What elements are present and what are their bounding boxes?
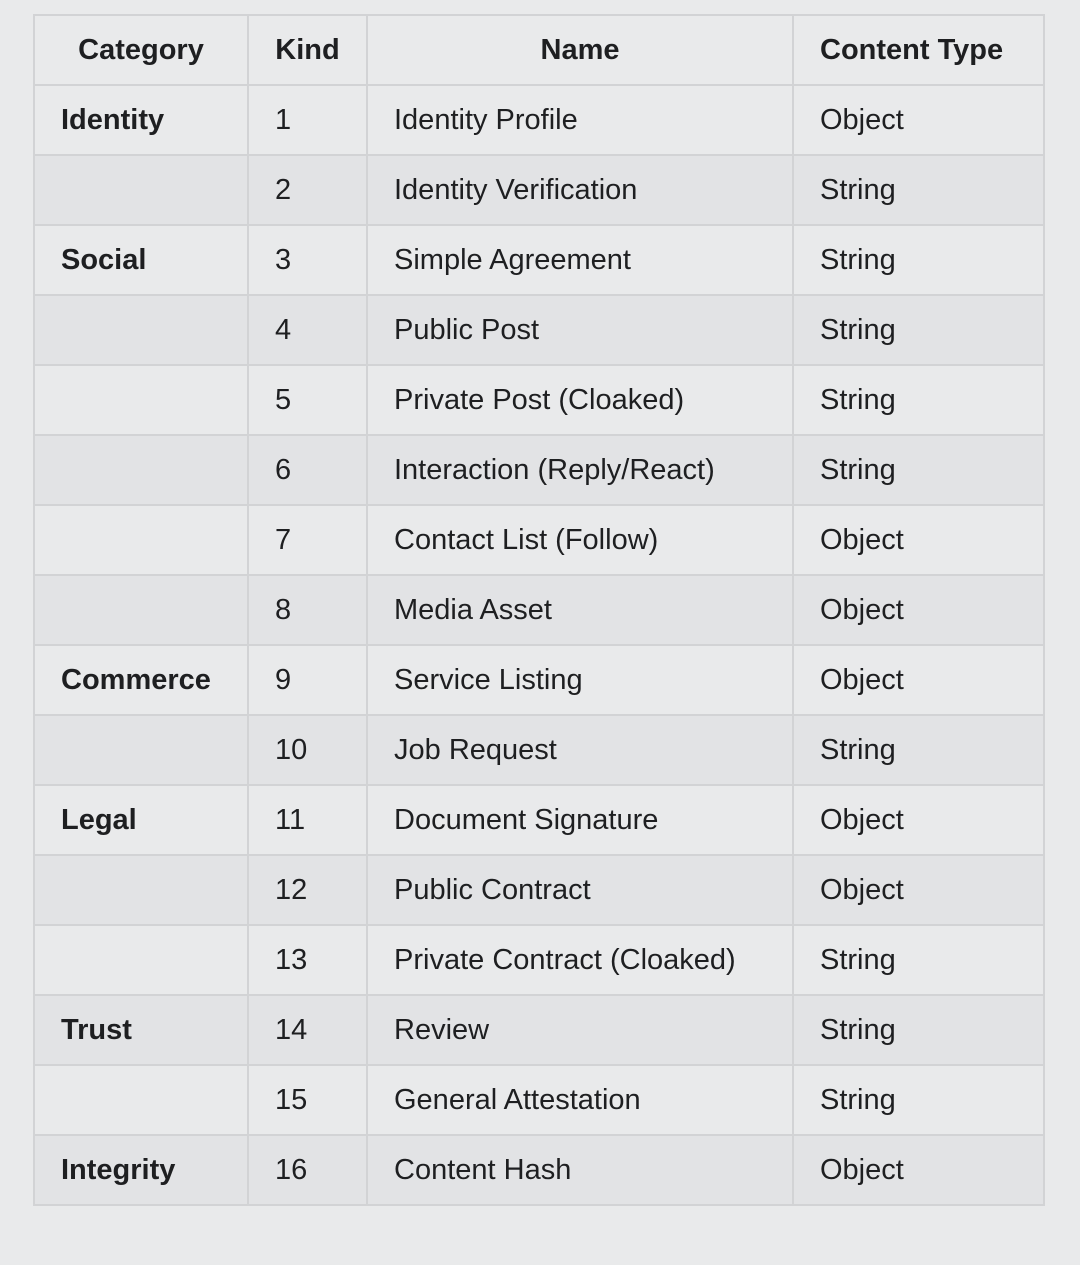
- table-row: [34, 715, 1044, 785]
- cell-kind: 13: [248, 925, 367, 995]
- cell-kind: 1: [248, 85, 367, 155]
- cell-kind: 6: [248, 435, 367, 505]
- cell-content-type: String: [793, 925, 1044, 995]
- cell-category: Identity: [34, 85, 248, 155]
- cell-category: Trust: [34, 995, 248, 1065]
- table-row: [34, 575, 1044, 645]
- cell-content-type: Object: [793, 505, 1044, 575]
- cell-content-type: String: [793, 1065, 1044, 1135]
- cell-category: Integrity: [34, 1135, 248, 1205]
- cell-content-type: Object: [793, 85, 1044, 155]
- cell-name: Identity Verification: [367, 155, 793, 225]
- cell-kind: 7: [248, 505, 367, 575]
- cell-kind: 2: [248, 155, 367, 225]
- cell-category: [34, 295, 248, 365]
- cell-content-type: String: [793, 155, 1044, 225]
- cell-category: [34, 855, 248, 925]
- cell-kind: 3: [248, 225, 367, 295]
- cell-content-type: Object: [793, 645, 1044, 715]
- cell-name: Simple Agreement: [367, 225, 793, 295]
- cell-name: Contact List (Follow): [367, 505, 793, 575]
- cell-category: [34, 1065, 248, 1135]
- cell-kind: 4: [248, 295, 367, 365]
- cell-kind: 16: [248, 1135, 367, 1205]
- cell-kind: 14: [248, 995, 367, 1065]
- cell-content-type: String: [793, 435, 1044, 505]
- cell-name: Content Hash: [367, 1135, 793, 1205]
- table-row: [34, 225, 1044, 295]
- cell-content-type: String: [793, 995, 1044, 1065]
- cell-content-type: Object: [793, 785, 1044, 855]
- table-row: [34, 1065, 1044, 1135]
- cell-kind: 9: [248, 645, 367, 715]
- table-header-row: [34, 15, 1044, 85]
- cell-kind: 10: [248, 715, 367, 785]
- cell-category: [34, 575, 248, 645]
- header-name: Name: [367, 15, 793, 85]
- table-row: [34, 365, 1044, 435]
- header-content-type: Content Type: [793, 15, 1044, 85]
- cell-category: [34, 715, 248, 785]
- cell-name: Job Request: [367, 715, 793, 785]
- table-row: [34, 295, 1044, 365]
- table-row: [34, 155, 1044, 225]
- cell-name: Private Contract (Cloaked): [367, 925, 793, 995]
- cell-name: Document Signature: [367, 785, 793, 855]
- table-row: [34, 855, 1044, 925]
- cell-kind: 8: [248, 575, 367, 645]
- table-row: [34, 645, 1044, 715]
- kinds-table-container: [33, 14, 1043, 1206]
- table-row: [34, 505, 1044, 575]
- table-row: [34, 785, 1044, 855]
- cell-content-type: String: [793, 225, 1044, 295]
- table-row: [34, 1135, 1044, 1205]
- cell-category: [34, 155, 248, 225]
- cell-name: Private Post (Cloaked): [367, 365, 793, 435]
- cell-name: Interaction (Reply/React): [367, 435, 793, 505]
- cell-category: Legal: [34, 785, 248, 855]
- table-body: [34, 85, 1044, 1205]
- cell-name: General Attestation: [367, 1065, 793, 1135]
- cell-category: Social: [34, 225, 248, 295]
- header-kind: Kind: [248, 15, 367, 85]
- cell-content-type: Object: [793, 575, 1044, 645]
- header-category: Category: [34, 15, 248, 85]
- cell-content-type: String: [793, 715, 1044, 785]
- cell-name: Media Asset: [367, 575, 793, 645]
- cell-name: Service Listing: [367, 645, 793, 715]
- cell-kind: 15: [248, 1065, 367, 1135]
- table-row: [34, 995, 1044, 1065]
- cell-content-type: Object: [793, 1135, 1044, 1205]
- cell-category: Commerce: [34, 645, 248, 715]
- cell-content-type: String: [793, 295, 1044, 365]
- cell-category: [34, 925, 248, 995]
- cell-kind: 5: [248, 365, 367, 435]
- table-row: [34, 925, 1044, 995]
- cell-name: Public Post: [367, 295, 793, 365]
- cell-category: [34, 365, 248, 435]
- cell-name: Review: [367, 995, 793, 1065]
- cell-content-type: String: [793, 365, 1044, 435]
- cell-content-type: Object: [793, 855, 1044, 925]
- table-row: [34, 435, 1044, 505]
- table-row: [34, 85, 1044, 155]
- cell-kind: 11: [248, 785, 367, 855]
- cell-name: Public Contract: [367, 855, 793, 925]
- cell-name: Identity Profile: [367, 85, 793, 155]
- cell-kind: 12: [248, 855, 367, 925]
- kinds-table: [33, 14, 1045, 1206]
- cell-category: [34, 505, 248, 575]
- cell-category: [34, 435, 248, 505]
